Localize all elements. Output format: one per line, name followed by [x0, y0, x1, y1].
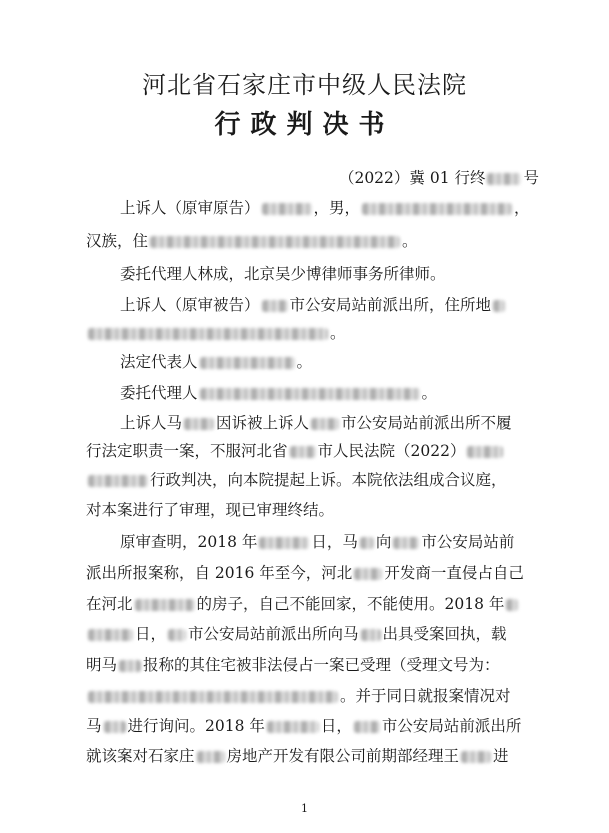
p1-line1 [120, 411, 512, 433]
text: 日，马 [311, 533, 358, 551]
p1-line2 [86, 439, 505, 461]
redacted-block [461, 751, 491, 763]
redacted-block [362, 203, 512, 215]
redacted-block [262, 203, 312, 215]
appellant2-org: 市公安局站前派出所，住所地 [289, 296, 492, 314]
document-title: 行政判决书 [214, 110, 395, 140]
redacted-block [88, 629, 133, 641]
redacted-block [88, 328, 328, 340]
p2-line8 [86, 744, 509, 766]
text: 报称的其住宅被非法侵占一案已受理（受理文号为： [143, 656, 500, 674]
redacted-block [262, 300, 288, 312]
redacted-block [354, 721, 380, 733]
appellant1-line [120, 196, 530, 218]
p2-line5 [86, 653, 500, 675]
case-number-prefix: （2022）冀 01 行终 [338, 169, 486, 187]
p2-line3 [86, 592, 520, 614]
case-number-suffix: 号 [523, 169, 539, 187]
period: 。 [296, 353, 313, 371]
agent2-label: 委托代理人 [120, 384, 198, 402]
text: 的房子，自己不能回家，不能使用。2018 年 [196, 595, 505, 613]
redacted-block [361, 629, 381, 641]
text: 开发商一直侵占自己 [384, 564, 524, 582]
text: 市公安局站前派出所 [381, 717, 522, 735]
p2-line6 [86, 684, 511, 706]
redacted-block [119, 660, 141, 672]
redacted-block [393, 537, 419, 549]
court-name: 河北省石家庄市中级人民法院 [142, 71, 467, 99]
text: 进行询问。2018 年 [127, 717, 265, 735]
text: 向 [375, 533, 392, 551]
legal-rep-label: 法定代表人 [120, 353, 198, 371]
appellant1-label: 上诉人（原审原告） [120, 199, 260, 217]
text: 市公安局站前派出所不履 [341, 414, 512, 432]
text: 日， [135, 625, 167, 643]
redacted-block [184, 418, 214, 430]
redacted-block [360, 537, 374, 549]
period: 。 [421, 384, 438, 402]
ethnicity-line [86, 229, 418, 251]
p2-line1 [120, 530, 514, 552]
appellant1-tail: ， [514, 199, 530, 217]
legal-rep-line [120, 350, 312, 372]
text: 原审查明，2018 年 [120, 533, 258, 551]
redacted-block [506, 599, 518, 611]
text: 进 [493, 747, 509, 765]
text: 出具受案回执，载 [382, 625, 507, 643]
appellant2-label: 上诉人（原审被告） [120, 296, 260, 314]
redacted-block [168, 629, 186, 641]
redacted-block [311, 418, 339, 430]
text: 派出所报案称，自 2016 年至今，河北 [86, 564, 353, 582]
text: 因诉被上诉人 [216, 414, 310, 432]
p2-line2 [86, 561, 524, 583]
text: 上诉人马 [120, 414, 183, 432]
text: 在河北 [86, 595, 133, 613]
redacted-block [104, 721, 126, 733]
redacted-block [493, 300, 505, 312]
text: 市公安局站前派出所向马 [188, 625, 359, 643]
p1-line3 [86, 468, 507, 490]
redacted-block [88, 691, 338, 703]
text: 就该案对石家庄 [86, 747, 195, 765]
redacted-block [197, 751, 225, 763]
period: 。 [330, 324, 346, 342]
redacted-block [267, 721, 319, 733]
p2-line4 [86, 622, 507, 644]
redacted-block [487, 173, 521, 185]
redacted-block [200, 357, 295, 369]
redacted-block [150, 236, 400, 248]
period: 。 [402, 232, 418, 250]
text: 市人民法院（2022） [317, 442, 466, 460]
redacted-block [354, 568, 382, 580]
agent1-line: 委托代理人林成，北京吴少博律师事务所律师。 [120, 265, 446, 283]
p1-line4: 对本案进行了审理，现已审理终结。 [86, 501, 335, 519]
text: 行政判决，向本院提起上诉。本院依法组成合议庭， [150, 471, 507, 489]
text: 马 [86, 717, 102, 735]
ethnicity-text: 汉族，住 [86, 232, 149, 250]
case-number [339, 166, 539, 188]
redacted-block [200, 388, 420, 400]
text: 市公安局站前 [421, 533, 515, 551]
text: 。并于同日就报案情况对 [340, 687, 511, 705]
p2-line7 [86, 714, 521, 736]
text: 行法定职责一案，不服河北省 [86, 442, 288, 460]
redacted-block [259, 537, 309, 549]
redacted-block [135, 599, 195, 611]
address-line [86, 321, 346, 343]
redacted-block [467, 446, 503, 458]
redacted-block [88, 475, 148, 487]
appellant2-line [120, 293, 507, 315]
page-number: 1 [301, 802, 308, 815]
appellant1-gender: ，男， [313, 199, 361, 217]
text: 日， [320, 717, 352, 735]
text: 房地产开发有限公司前期部经理王 [226, 747, 460, 765]
text: 明马 [86, 656, 118, 674]
redacted-block [290, 446, 316, 458]
agent2-line [120, 381, 437, 403]
